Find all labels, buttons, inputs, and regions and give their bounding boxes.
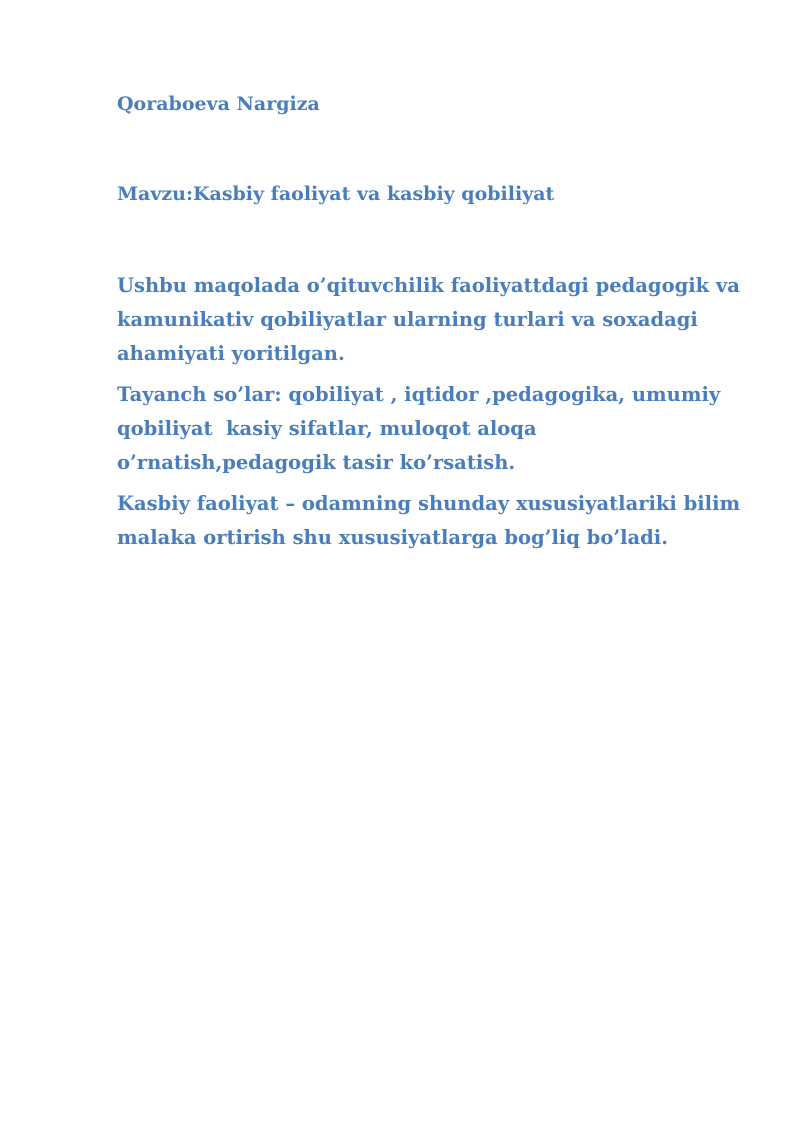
abstract-paragraph bbox=[117, 269, 757, 371]
paragraph-line: Kasbiy faoliyat – odamning shunday xususiyatlariki bilim bbox=[117, 492, 741, 515]
paragraph-line: malaka ortirish shu xususiyatlarga bog’liq bo’ladi. bbox=[117, 526, 668, 549]
paragraph-line: Tayanch so’lar: qobiliyat , iqtidor ,pedagogika, umumiy bbox=[117, 383, 721, 406]
author-name: Qoraboeva Nargiza bbox=[117, 93, 320, 115]
paragraph-line: o’rnatish,pedagogik tasir ko’rsatish. bbox=[117, 451, 516, 474]
keywords-paragraph bbox=[117, 378, 757, 480]
paragraph-line: kamunikativ qobiliyatlar ularning turlari va soxadagi bbox=[117, 308, 698, 331]
paragraph-line: ahamiyati yoritilgan. bbox=[117, 342, 345, 365]
body-paragraph bbox=[117, 487, 757, 555]
paragraph-line: Ushbu maqolada o’qituvchilik faoliyattdagi pedagogik va bbox=[117, 274, 740, 297]
topic-heading: Mavzu:Kasbiy faoliyat va kasbiy qobiliyat bbox=[117, 183, 555, 205]
paragraph-line: qobiliyat kasiy sifatlar, muloqot aloqa bbox=[117, 417, 537, 440]
